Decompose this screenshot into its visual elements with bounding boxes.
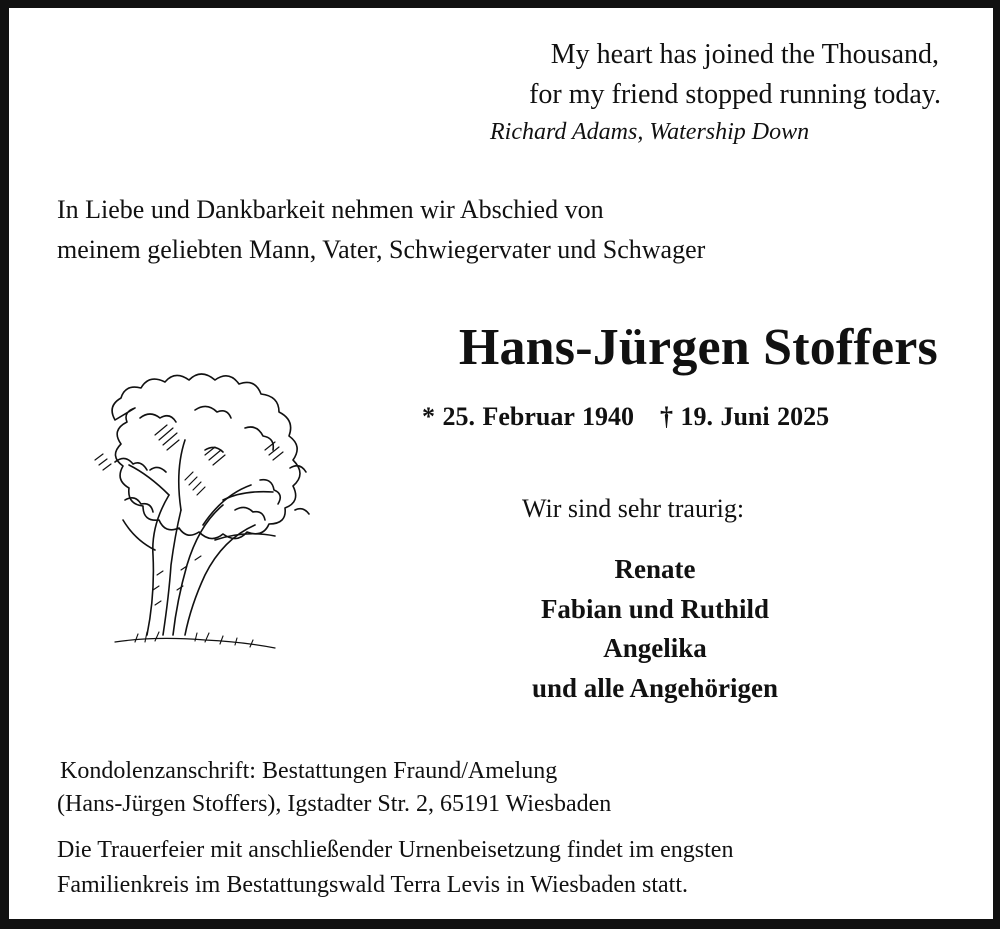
quote-line-1: My heart has joined the Thousand, (550, 39, 939, 70)
mourners-heading: Wir sind sehr traurig: (522, 494, 745, 523)
ceremony-line-2: Familienkreis im Bestattungswald Terra Levis in Wiesbaden statt. (57, 872, 689, 898)
life-dates (422, 404, 829, 430)
intro-line-2: meinem geliebten Mann, Vater, Schwiegervater und Schwager (57, 235, 706, 264)
birth-date: * 25. Februar 1940 (422, 402, 634, 431)
mourners-list (480, 550, 830, 708)
deceased-name: Hans-Jürgen Stoffers (458, 319, 938, 376)
mourner-name: Angelika (603, 633, 707, 663)
quote-line-2: for my friend stopped running today. (529, 79, 941, 110)
mourner-name: Renate (614, 554, 696, 584)
address-line-2: (Hans-Jürgen Stoffers), Igstadter Str. 2, 65191 Wiesbaden (57, 791, 612, 817)
intro-line-1: In Liebe und Dankbarkeit nehmen wir Abschied von (57, 195, 604, 224)
mourner-name: Fabian und Ruthild (540, 593, 770, 624)
mourner-name: und alle Angehörigen (531, 672, 779, 703)
address-line-1: Kondolenzanschrift: Bestattungen Fraund/Amelung (60, 758, 558, 784)
quote-attribution: Richard Adams, Watership Down (490, 119, 810, 145)
ceremony-line-1: Die Trauerfeier mit anschließender Urnenbeisetzung findet im engsten (57, 837, 734, 863)
tree-icon (55, 350, 375, 655)
death-date: † 19. Juni 2025 (659, 402, 830, 431)
